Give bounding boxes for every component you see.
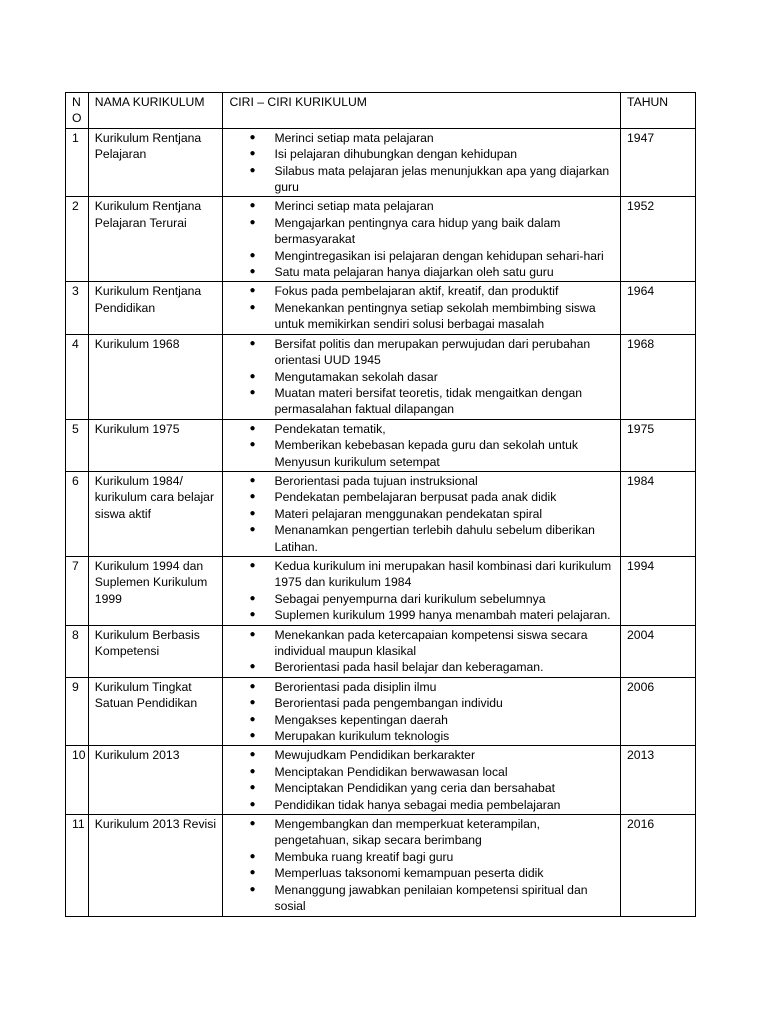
list-item bbox=[229, 369, 614, 385]
table-row bbox=[66, 419, 696, 471]
characteristics-list bbox=[229, 679, 614, 745]
list-item bbox=[229, 627, 614, 660]
bullet-icon: ● bbox=[249, 148, 256, 160]
curriculum-name: Kurikulum Rentjana Pendidikan bbox=[88, 282, 223, 334]
table-row bbox=[66, 677, 696, 746]
list-item bbox=[229, 489, 614, 505]
characteristics-list bbox=[229, 747, 614, 813]
curriculum-characteristics bbox=[223, 128, 621, 197]
curriculum-name: Kurikulum Berbasis Kompetensi bbox=[88, 625, 223, 677]
table-row bbox=[66, 746, 696, 815]
curriculum-name: Kurikulum 1994 dan Suplemen Kurikulum 1999 bbox=[88, 556, 223, 625]
list-item bbox=[229, 522, 614, 555]
table-row bbox=[66, 815, 696, 916]
curriculum-characteristics bbox=[223, 419, 621, 471]
header-ciri-kurikulum: CIRI – CIRI KURIKULUM bbox=[223, 93, 621, 129]
curriculum-name: Kurikulum Rentjana Pelajaran Terurai bbox=[88, 197, 223, 282]
curriculum-characteristics bbox=[223, 746, 621, 815]
header-tahun: TAHUN bbox=[621, 93, 696, 129]
bullet-icon: ● bbox=[249, 592, 256, 604]
curriculum-characteristics bbox=[223, 815, 621, 916]
table-row bbox=[66, 282, 696, 334]
curriculum-year: 2016 bbox=[621, 815, 696, 916]
bullet-icon: ● bbox=[249, 697, 256, 709]
list-item-text: Berorientasi pada hasil belajar dan keberagaman. bbox=[274, 660, 544, 675]
characteristics-list bbox=[229, 473, 614, 555]
list-item bbox=[229, 712, 614, 728]
header-nama-kurikulum: NAMA KURIKULUM bbox=[88, 93, 223, 129]
bullet-icon: ● bbox=[249, 507, 256, 519]
list-item-text: Merinci setiap mata pelajaran bbox=[274, 199, 434, 214]
list-item bbox=[229, 747, 614, 763]
characteristics-list bbox=[229, 336, 614, 418]
bullet-icon: ● bbox=[249, 609, 256, 621]
bullet-icon: ● bbox=[249, 249, 256, 261]
curriculum-characteristics bbox=[223, 334, 621, 419]
bullet-icon: ● bbox=[249, 422, 256, 434]
bullet-icon: ● bbox=[249, 749, 256, 761]
list-item bbox=[229, 336, 614, 369]
list-item bbox=[229, 816, 614, 849]
table-row bbox=[66, 334, 696, 419]
curriculum-characteristics bbox=[223, 197, 621, 282]
list-item bbox=[229, 797, 614, 813]
curriculum-name: Kurikulum 1975 bbox=[88, 419, 223, 471]
row-number: 7 bbox=[66, 556, 89, 625]
table-row bbox=[66, 471, 696, 556]
list-item-text: Materi pelajaran menggunakan pendekatan spiral bbox=[274, 506, 543, 521]
list-item bbox=[229, 506, 614, 522]
list-item bbox=[229, 300, 614, 333]
list-item bbox=[229, 695, 614, 711]
list-item bbox=[229, 198, 614, 214]
list-item-text: Mengajarkan pentingnya cara hidup yang baik dalam bermasyarakat bbox=[274, 215, 561, 247]
list-item bbox=[229, 728, 614, 744]
list-item bbox=[229, 607, 614, 623]
bullet-icon: ● bbox=[249, 730, 256, 742]
list-item-text: Pendekatan pembelajaran berpusat pada anak didik bbox=[274, 490, 557, 505]
curriculum-year: 1952 bbox=[621, 197, 696, 282]
list-item-text: Merupakan kurikulum teknologis bbox=[274, 729, 450, 744]
list-item-text: Mengembangkan dan memperkuat keterampilan, pengetahuan, sikap secara berimbang bbox=[274, 817, 541, 848]
bullet-icon: ● bbox=[249, 867, 256, 879]
bullet-icon: ● bbox=[249, 765, 256, 777]
bullet-icon: ● bbox=[249, 216, 256, 228]
row-number: 8 bbox=[66, 625, 89, 677]
list-item bbox=[229, 163, 614, 196]
row-number: 10 bbox=[66, 746, 89, 815]
list-item-text: Fokus pada pembelajaran aktif, kreatif, dan produktif bbox=[274, 284, 559, 299]
curriculum-year: 1968 bbox=[621, 334, 696, 419]
curriculum-characteristics bbox=[223, 625, 621, 677]
list-item-text: Berorientasi pada tujuan instruksional bbox=[274, 473, 478, 488]
list-item bbox=[229, 659, 614, 675]
characteristics-list bbox=[229, 198, 614, 280]
list-item bbox=[229, 385, 614, 418]
list-item bbox=[229, 882, 614, 915]
bullet-icon: ● bbox=[249, 559, 256, 571]
list-item bbox=[229, 591, 614, 607]
bullet-icon: ● bbox=[249, 370, 256, 382]
bullet-icon: ● bbox=[249, 524, 256, 536]
list-item-text: Mewujudkam Pendidikan berkarakter bbox=[274, 748, 476, 763]
bullet-icon: ● bbox=[249, 266, 256, 278]
row-number: 4 bbox=[66, 334, 89, 419]
list-item bbox=[229, 130, 614, 146]
curriculum-name: Kurikulum Rentjana Pelajaran bbox=[88, 128, 223, 197]
curriculum-year: 1964 bbox=[621, 282, 696, 334]
list-item-text: Satu mata pelajaran hanya diajarkan oleh satu guru bbox=[274, 265, 554, 280]
list-item bbox=[229, 248, 614, 264]
bullet-icon: ● bbox=[249, 164, 256, 176]
bullet-icon: ● bbox=[249, 474, 256, 486]
list-item bbox=[229, 146, 614, 162]
bullet-icon: ● bbox=[249, 883, 256, 895]
table-row bbox=[66, 197, 696, 282]
list-item-text: Mengakses kepentingan daerah bbox=[274, 712, 448, 727]
header-row bbox=[66, 93, 696, 129]
list-item-text: Silabus mata pelajaran jelas menunjukkan apa yang diajarkan guru bbox=[274, 163, 610, 195]
bullet-icon: ● bbox=[249, 782, 256, 794]
list-item-text: Memberikan kebebasan kepada guru dan sekolah untuk Menyusun kurikulum setempat bbox=[274, 438, 579, 469]
characteristics-list bbox=[229, 627, 614, 676]
curriculum-year: 2006 bbox=[621, 677, 696, 746]
bullet-icon: ● bbox=[249, 713, 256, 725]
characteristics-list bbox=[229, 421, 614, 470]
curriculum-name: Kurikulum 2013 bbox=[88, 746, 223, 815]
curriculum-characteristics bbox=[223, 677, 621, 746]
curriculum-name: Kurikulum 1984/ kurikulum cara belajar siswa aktif bbox=[88, 471, 223, 556]
list-item bbox=[229, 764, 614, 780]
row-number: 6 bbox=[66, 471, 89, 556]
list-item bbox=[229, 780, 614, 796]
bullet-icon: ● bbox=[249, 131, 256, 143]
bullet-icon: ● bbox=[249, 337, 256, 349]
row-number: 11 bbox=[66, 815, 89, 916]
list-item bbox=[229, 849, 614, 865]
list-item bbox=[229, 473, 614, 489]
curriculum-year: 1984 bbox=[621, 471, 696, 556]
list-item-text: Sebagai penyempurna dari kurikulum sebelumnya bbox=[274, 591, 546, 606]
list-item bbox=[229, 865, 614, 881]
bullet-icon: ● bbox=[249, 850, 256, 862]
header-no: N O bbox=[66, 93, 89, 129]
list-item bbox=[229, 558, 614, 591]
table-row bbox=[66, 556, 696, 625]
list-item-text: Mengutamakan sekolah dasar bbox=[274, 369, 438, 384]
table-row bbox=[66, 625, 696, 677]
curriculum-year: 2004 bbox=[621, 625, 696, 677]
list-item-text: Menciptakan Pendidikan berwawasan local bbox=[274, 764, 508, 779]
list-item-text: Berorientasi pada pengembangan individu bbox=[274, 696, 503, 711]
characteristics-list bbox=[229, 130, 614, 196]
curriculum-year: 1975 bbox=[621, 419, 696, 471]
bullet-icon: ● bbox=[249, 628, 256, 640]
curriculum-characteristics bbox=[223, 282, 621, 334]
bullet-icon: ● bbox=[249, 798, 256, 810]
list-item bbox=[229, 215, 614, 248]
list-item-text: Suplemen kurikulum 1999 hanya menambah materi pelajaran. bbox=[274, 608, 611, 623]
list-item bbox=[229, 437, 614, 470]
list-item-text: Menekankan pada ketercapaian kompetensi siswa secara individual maupun klasikal bbox=[274, 627, 588, 658]
curriculum-year: 1994 bbox=[621, 556, 696, 625]
bullet-icon: ● bbox=[249, 818, 256, 830]
characteristics-list bbox=[229, 558, 614, 624]
bullet-icon: ● bbox=[249, 301, 256, 313]
list-item-text: Mengintregasikan isi pelajaran dengan kehidupan sehari-hari bbox=[274, 248, 604, 263]
list-item bbox=[229, 283, 614, 299]
bullet-icon: ● bbox=[249, 680, 256, 692]
list-item-text: Pendidikan tidak hanya sebagai media pembelajaran bbox=[274, 797, 561, 812]
bullet-icon: ● bbox=[249, 200, 256, 212]
curriculum-year: 2013 bbox=[621, 746, 696, 815]
bullet-icon: ● bbox=[249, 491, 256, 503]
table-header bbox=[66, 93, 696, 129]
characteristics-list bbox=[229, 816, 614, 914]
list-item-text: Membuka ruang kreatif bagi guru bbox=[274, 849, 454, 864]
row-number: 1 bbox=[66, 128, 89, 197]
characteristics-list bbox=[229, 283, 614, 332]
list-item bbox=[229, 679, 614, 695]
list-item-text: Menekankan pentingnya setiap sekolah membimbing siswa untuk memikirkan sendiri solusi berbagai masalah bbox=[274, 300, 596, 332]
curriculum-name: Kurikulum 1968 bbox=[88, 334, 223, 419]
list-item bbox=[229, 264, 614, 280]
row-number: 9 bbox=[66, 677, 89, 746]
list-item-text: Menanggung jawabkan penilaian kompetensi spiritual dan sosial bbox=[274, 882, 588, 914]
table-body bbox=[66, 128, 696, 916]
list-item-text: Kedua kurikulum ini merupakan hasil kombinasi dari kurikulum 1975 dan kurikulum 1984 bbox=[274, 558, 612, 590]
list-item bbox=[229, 421, 614, 437]
curriculum-characteristics bbox=[223, 556, 621, 625]
curriculum-name: Kurikulum Tingkat Satuan Pendidikan bbox=[88, 677, 223, 746]
bullet-icon: ● bbox=[249, 661, 256, 673]
row-number: 5 bbox=[66, 419, 89, 471]
table-row bbox=[66, 128, 696, 197]
list-item-text: Memperluas taksonomi kemampuan peserta didik bbox=[274, 866, 544, 881]
bullet-icon: ● bbox=[249, 285, 256, 297]
list-item-text: Merinci setiap mata pelajaran bbox=[274, 130, 434, 145]
list-item-text: Bersifat politis dan merupakan perwujudan dari perubahan orientasi UUD 1945 bbox=[274, 336, 591, 368]
row-number: 2 bbox=[66, 197, 89, 282]
list-item-text: Menanamkan pengertian terlebih dahulu sebelum diberikan Latihan. bbox=[274, 523, 595, 554]
list-item-text: Muatan materi bersifat teoretis, tidak mengaitkan dengan permasalahan faktual dilapangan bbox=[274, 385, 583, 417]
list-item-text: Isi pelajaran dihubungkan dengan kehidupan bbox=[274, 147, 518, 162]
list-item-text: Pendekatan tematik, bbox=[274, 421, 386, 436]
curriculum-table bbox=[65, 92, 696, 917]
list-item-text: Menciptakan Pendidikan yang ceria dan bersahabat bbox=[274, 781, 555, 796]
row-number: 3 bbox=[66, 282, 89, 334]
bullet-icon: ● bbox=[249, 439, 256, 451]
curriculum-name: Kurikulum 2013 Revisi bbox=[88, 815, 223, 916]
bullet-icon: ● bbox=[249, 386, 256, 398]
list-item-text: Berorientasi pada disiplin ilmu bbox=[274, 679, 437, 694]
curriculum-characteristics bbox=[223, 471, 621, 556]
curriculum-year: 1947 bbox=[621, 128, 696, 197]
